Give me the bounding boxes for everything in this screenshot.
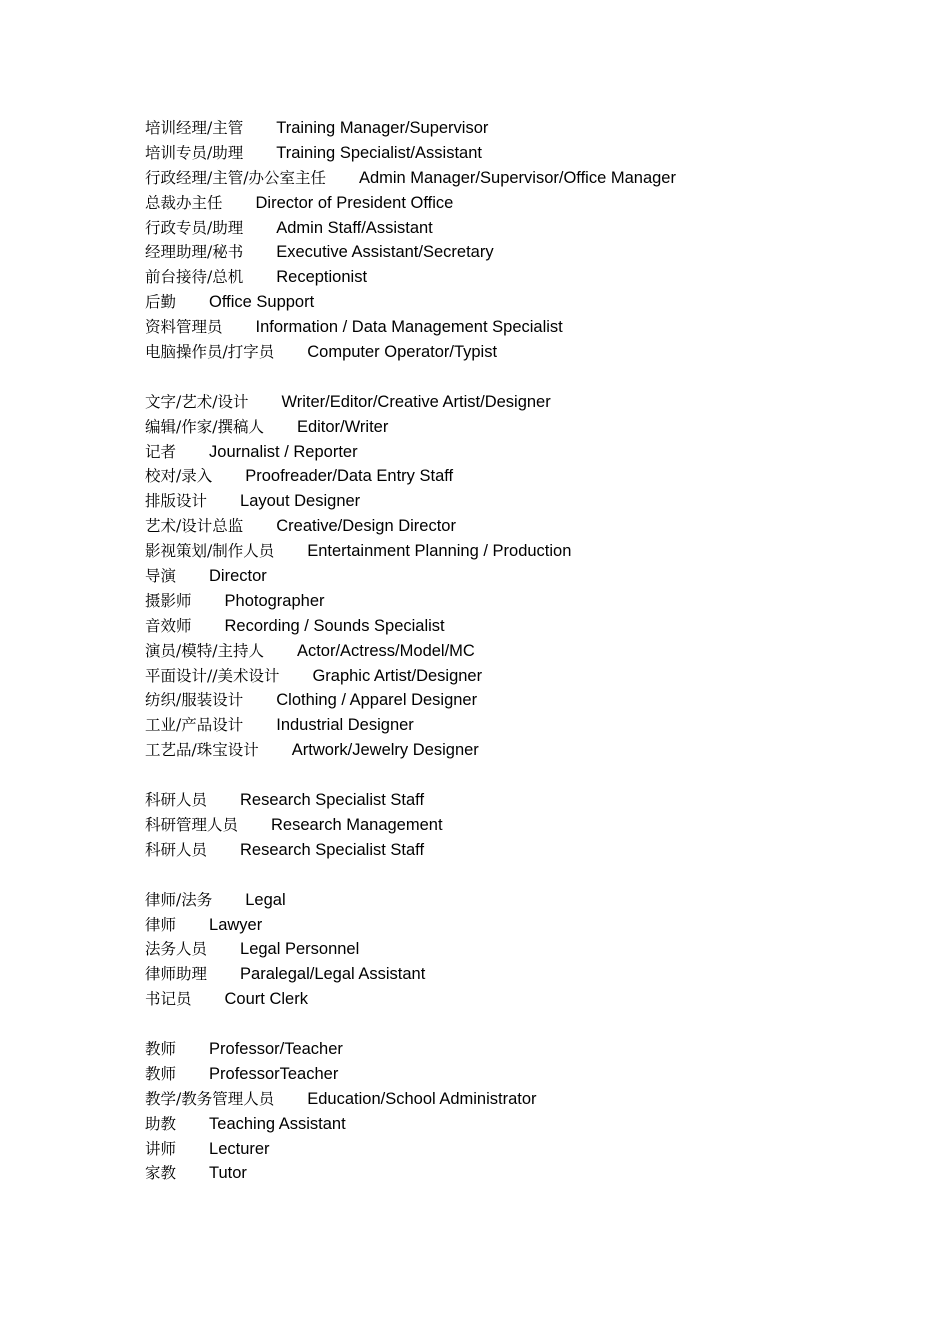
chinese-term: 书记员 (145, 990, 192, 1009)
english-term: Education/School Administrator (307, 1089, 537, 1108)
chinese-term: 教学/教务管理人员 (145, 1089, 275, 1108)
chinese-term: 演员/模特/主持人 (145, 641, 264, 660)
term-row (145, 962, 905, 987)
english-term: Tutor (209, 1164, 247, 1183)
term-row (145, 216, 905, 241)
term-group (145, 788, 905, 863)
term-row (145, 390, 905, 415)
term-row (145, 664, 905, 689)
english-term: Legal Personnel (240, 940, 360, 959)
term-row (145, 141, 905, 166)
term-row (145, 1087, 905, 1112)
term-row (145, 738, 905, 763)
term-row (145, 688, 905, 713)
term-row (145, 813, 905, 838)
term-row (145, 564, 905, 589)
term-row (145, 838, 905, 863)
chinese-term: 记者 (145, 442, 177, 461)
english-term: Writer/Editor/Creative Artist/Designer (281, 392, 551, 411)
term-row (145, 440, 905, 465)
term-row (145, 240, 905, 265)
english-term: Computer Operator/Typist (307, 343, 498, 362)
english-term: Information / Data Management Specialist (255, 318, 563, 337)
term-group (145, 1037, 905, 1186)
english-term: Artwork/Jewelry Designer (291, 741, 479, 760)
term-group (145, 116, 905, 365)
english-term: Clothing / Apparel Designer (276, 691, 478, 710)
term-row (145, 265, 905, 290)
chinese-term: 纺织/服装设计 (145, 691, 244, 710)
chinese-term: 前台接待/总机 (145, 268, 244, 287)
chinese-term: 平面设计//美术设计 (145, 666, 280, 685)
english-term: Proofreader/Data Entry Staff (245, 467, 454, 486)
chinese-term: 律师 (145, 915, 177, 934)
term-group (145, 888, 905, 1012)
chinese-term: 后勤 (145, 293, 177, 312)
english-term: Teaching Assistant (209, 1114, 346, 1133)
term-row (145, 888, 905, 913)
english-term: Director of President Office (255, 193, 454, 212)
english-term: Research Management (271, 815, 443, 834)
english-term: Journalist / Reporter (209, 442, 358, 461)
term-row (145, 116, 905, 141)
term-row (145, 589, 905, 614)
english-term: Lawyer (209, 915, 263, 934)
chinese-term: 行政经理/主管/办公室主任 (145, 168, 326, 187)
chinese-term: 艺术/设计总监 (145, 517, 244, 536)
english-term: Training Specialist/Assistant (276, 143, 482, 162)
english-term: Research Specialist Staff (240, 840, 425, 859)
chinese-term: 编辑/作家/撰稿人 (145, 417, 264, 436)
chinese-term: 教师 (145, 1039, 177, 1058)
english-term: Office Support (209, 293, 315, 312)
term-row (145, 191, 905, 216)
term-row (145, 315, 905, 340)
term-row (145, 489, 905, 514)
english-term: Director (209, 567, 267, 586)
chinese-term: 律师/法务 (145, 890, 213, 909)
term-row (145, 639, 905, 664)
english-term: Entertainment Planning / Production (307, 542, 572, 561)
chinese-term: 校对/录入 (145, 467, 213, 486)
english-term: Admin Staff/Assistant (276, 218, 433, 237)
english-term: Actor/Actress/Model/MC (296, 641, 475, 660)
chinese-term: 电脑操作员/打字员 (145, 343, 275, 362)
chinese-term: 科研人员 (145, 791, 208, 810)
term-row (145, 713, 905, 738)
chinese-term: 家教 (145, 1164, 177, 1183)
english-term: Graphic Artist/Designer (312, 666, 483, 685)
english-term: Executive Assistant/Secretary (276, 243, 494, 262)
chinese-term: 工艺品/珠宝设计 (145, 741, 259, 760)
chinese-term: 助教 (145, 1114, 177, 1133)
chinese-term: 行政专员/助理 (145, 218, 244, 237)
chinese-term: 培训专员/助理 (145, 143, 244, 162)
english-term: Lecturer (209, 1139, 270, 1158)
chinese-term: 工业/产品设计 (145, 716, 244, 735)
english-term: Paralegal/Legal Assistant (240, 965, 426, 984)
english-term: Legal (245, 890, 286, 909)
chinese-term: 摄影师 (145, 591, 192, 610)
english-term: Receptionist (276, 268, 368, 287)
term-row (145, 1037, 905, 1062)
chinese-term: 导演 (145, 567, 177, 586)
english-term: Layout Designer (240, 492, 361, 511)
chinese-term: 影视策划/制作人员 (145, 542, 275, 561)
chinese-term: 培训经理/主管 (145, 119, 244, 137)
term-row (145, 514, 905, 539)
term-row (145, 290, 905, 315)
chinese-term: 教师 (145, 1064, 177, 1083)
english-term: Recording / Sounds Specialist (224, 616, 445, 635)
term-row (145, 937, 905, 962)
english-term: Training Manager/Supervisor (276, 119, 489, 137)
term-row (145, 614, 905, 639)
english-term: Admin Manager/Supervisor/Office Manager (358, 168, 676, 187)
chinese-term: 经理助理/秘书 (145, 243, 244, 262)
term-row (145, 1112, 905, 1137)
term-group (145, 390, 905, 763)
term-row (145, 415, 905, 440)
term-row (145, 539, 905, 564)
english-term: Research Specialist Staff (240, 791, 425, 810)
term-row (145, 464, 905, 489)
term-row (145, 788, 905, 813)
chinese-term: 法务人员 (145, 940, 208, 959)
english-term: Industrial Designer (276, 716, 414, 735)
chinese-term: 科研管理人员 (145, 815, 239, 834)
chinese-term: 资料管理员 (145, 318, 223, 337)
term-row (145, 166, 905, 191)
english-term: Professor/Teacher (209, 1039, 343, 1058)
chinese-term: 音效师 (145, 616, 192, 635)
term-row (145, 340, 905, 365)
term-row (145, 1062, 905, 1087)
chinese-term: 讲师 (145, 1139, 177, 1158)
chinese-term: 总裁办主任 (145, 193, 223, 212)
chinese-term: 律师助理 (145, 965, 208, 984)
term-row (145, 1161, 905, 1186)
term-row (145, 987, 905, 1012)
document-page (145, 116, 905, 1211)
english-term: Photographer (224, 591, 325, 610)
term-row (145, 913, 905, 938)
english-term: Creative/Design Director (276, 517, 456, 536)
chinese-term: 文字/艺术/设计 (145, 392, 249, 411)
chinese-term: 排版设计 (145, 492, 208, 511)
english-term: Editor/Writer (296, 417, 389, 436)
english-term: ProfessorTeacher (209, 1064, 339, 1083)
term-row (145, 1137, 905, 1162)
english-term: Court Clerk (224, 990, 308, 1009)
chinese-term: 科研人员 (145, 840, 208, 859)
